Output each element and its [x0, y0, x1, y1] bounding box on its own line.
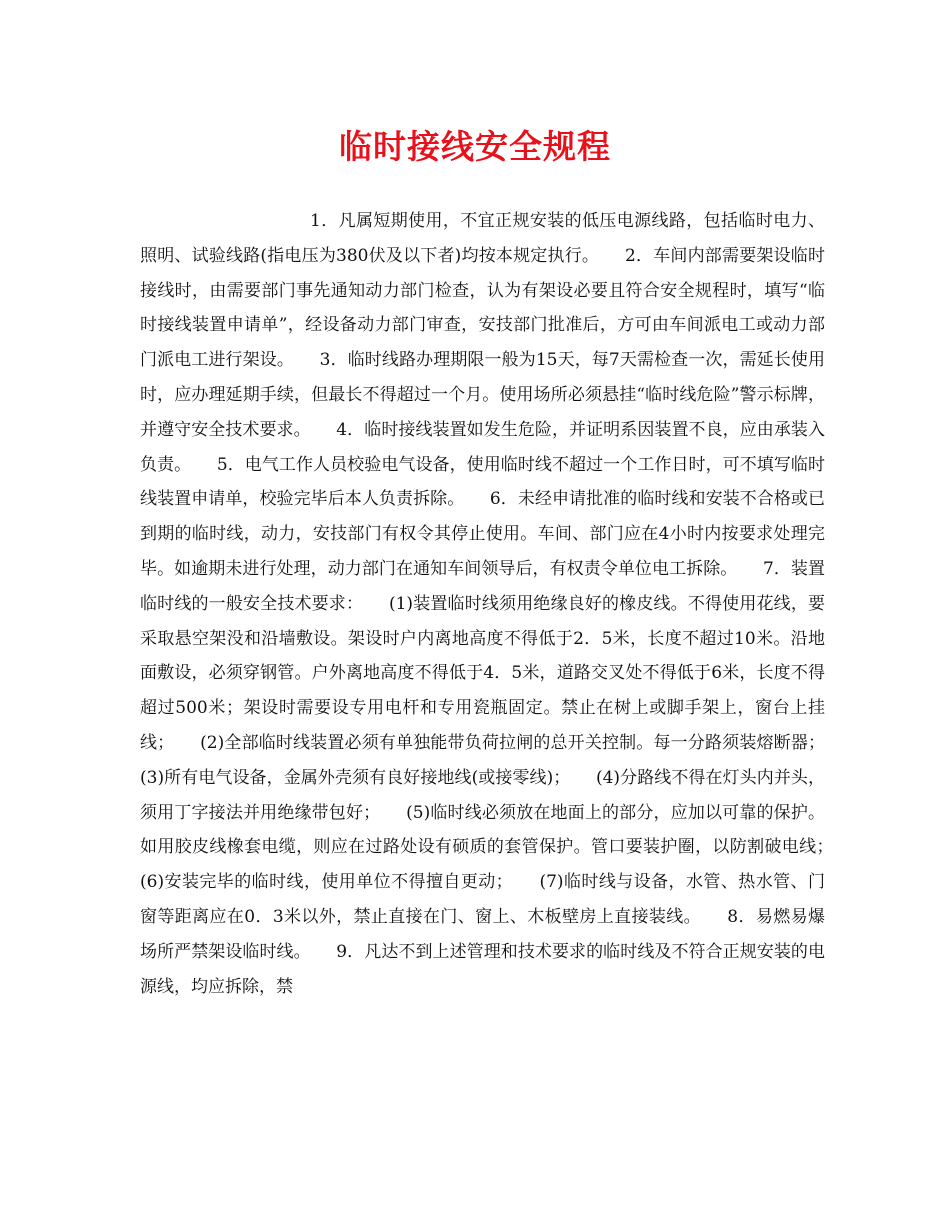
document-body: 1．凡属短期使用，不宜正规安装的低压电源线路，包括临时电力、照明、试验线路(指电压为380伏及以下者)均按本规定执行。 2．车间内部需要架设临时接线时，由需要部门事先通知动力部门检查，认为有架设必要且符合安全规程时，填写“临时接线装置申请单”，经设备动力部门审查，安技部门批准后，方可由车间派电工或动力部门派电工进行架设。 3．临时线路办理期限一般为15天，每7天需检查一次，需延长使用时，应办理延期手续，但最长不得超过一个月。使用场所必须悬挂“临时线危险”警示标牌，并遵守安全技术要求。 4．临时接线装置如发生危险，并证明系因装置不良，应由承装入负责。 5．电气工作人员校验电气设备，使用临时线不超过一个工作日时，可不填写临时线装置申请单，校验完毕后本人负责拆除。 6．未经申请批准的临时线和安装不合格或已到期的临时线，动力，安技部门有权令其停止使用。车间、部门应在4小时内按要求处理完毕。如逾期未进行处理，动力部门在通知车间领导后，有权责令单位电工拆除。 7．装置临时线的一般安全技术要求： (1)装置临时线须用绝缘良好的橡皮线。不得使用花线，要采取悬空架没和沿墙敷设。架设时户内离地高度不得低于2．5米，长度不超过10米。沿地面敷设，必须穿钢管。户外离地高度不得低于4．5米，道路交叉处不得低于6米，长度不得超过500米；架设时需要设专用电杆和专用瓷瓶固定。禁止在树上或脚手架上，窗台上挂线； (2)全部临时线装置必须有单独能带负荷拉闸的总开关控制。每一分路须装熔断器；(3)所有电气设备，金属外壳须有良好接地线(或接零线)； (4)分路线不得在灯头内并头，须用丁字接法并用绝缘带包好； (5)临时线必须放在地面上的部分，应加以可靠的保护。如用胶皮线橡套电缆，则应在过路处设有硕质的套管保护。管口要装护圈，以防割破电线； (6)安装完毕的临时线，使用单位不得擅自更动； (7)临时线与设备，水管、热水管、门窗等距离应在0．3米以外，禁止直接在门、窗上、木板壁房上直接装线。 8．易燃易爆场所严禁架设临时线。 9．凡达不到上述管理和技术要求的临时线及不符合正规安装的电源线，均应拆除，禁	[140, 211, 859, 997]
document-title: 临时接线安全规程	[339, 127, 611, 166]
